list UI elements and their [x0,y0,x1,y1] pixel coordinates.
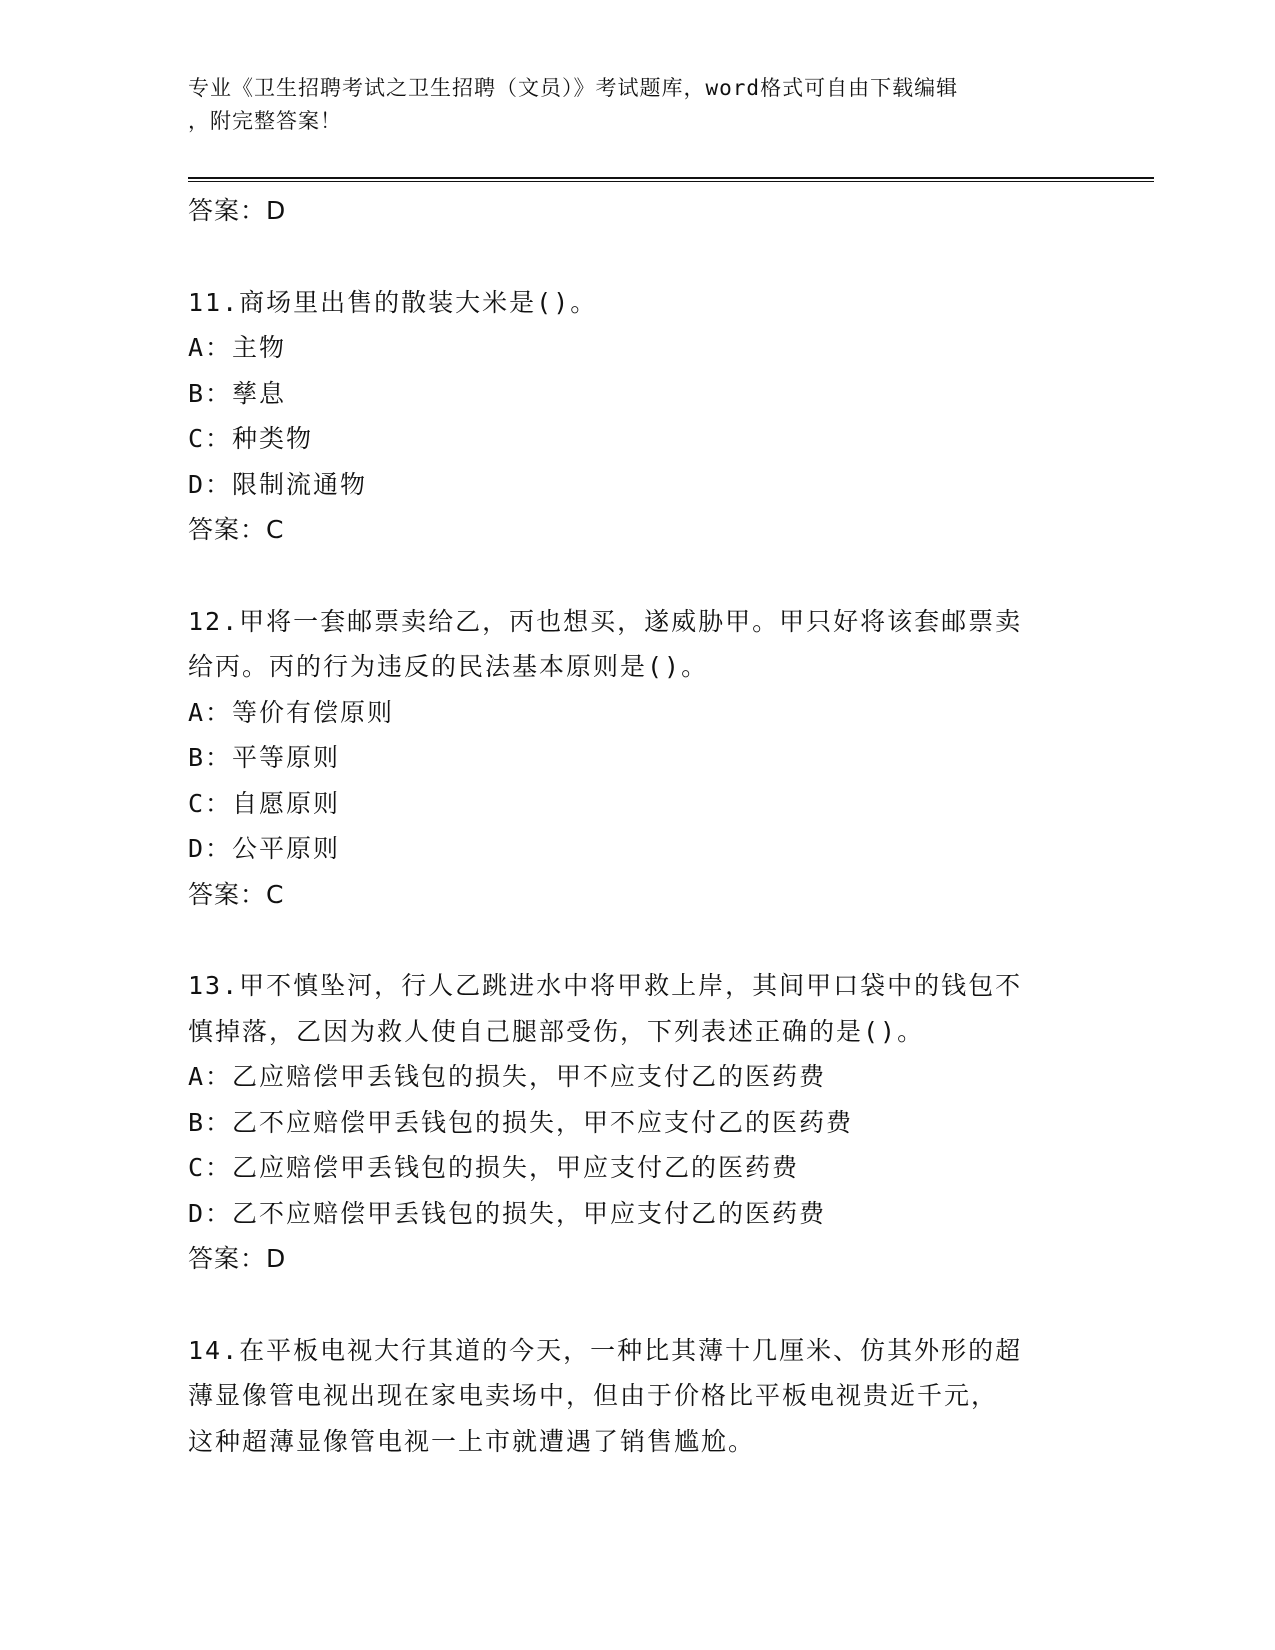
header-rule-thin [188,181,1154,182]
option-a: A：等价有偿原则 [188,697,395,727]
option-b: B：孳息 [188,378,287,408]
document-header [188,72,1068,138]
answer-line: 答案：D [188,1244,287,1273]
option-c: C：种类物 [188,424,314,453]
question-11 [188,280,1088,553]
option-c: C：乙应赔偿甲丢钱包的损失，甲应支付乙的医药费 [188,1153,800,1182]
option-b: B：乙不应赔偿甲丢钱包的损失，甲不应支付乙的医药费 [188,1107,854,1137]
question-stem-line: 11.商场里出售的散装大米是()。 [188,287,598,317]
header-line-1: 专业《卫生招聘考试之卫生招聘（文员）》考试题库，word格式可自由下载编辑 [188,76,959,100]
spacer [188,1282,1088,1328]
question-stem-line: 薄显像管电视出现在家电卖场中，但由于价格比平板电视贵近千元， [188,1381,999,1410]
option-a: A：乙应赔偿甲丢钱包的损失，甲不应支付乙的医药费 [188,1062,827,1091]
option-c: C：自愿原则 [188,788,341,818]
header-line-2: ，附完整答案！ [188,109,342,133]
answer-line: 答案：D [188,196,287,225]
question-stem-line: 给丙。丙的行为违反的民法基本原则是()。 [188,652,709,681]
spacer [188,234,1088,280]
question-stem-line: 14.在平板电视大行其道的今天，一种比其薄十几厘米、仿其外形的超 [188,1335,1023,1365]
question-12 [188,599,1088,918]
option-a: A：主物 [188,333,287,362]
question-14 [188,1328,1088,1465]
option-d: D：乙不应赔偿甲丢钱包的损失，甲应支付乙的医药费 [188,1198,827,1228]
spacer [188,917,1088,963]
answer-line: 答案：C [188,515,285,544]
answer-line: 答案：C [188,879,285,909]
option-d: D：公平原则 [188,834,341,863]
question-stem-line: 慎掉落，乙因为救人使自己腿部受伤，下列表述正确的是()。 [188,1016,925,1046]
question-stem-line: 这种超薄显像管电视一上市就遭遇了销售尴尬。 [188,1426,756,1456]
question-13 [188,963,1088,1282]
spacer [188,553,1088,599]
option-b: B：平等原则 [188,743,341,772]
question-stem-line: 13.甲不慎坠河，行人乙跳进水中将甲救上岸，其间甲口袋中的钱包不 [188,971,1023,1000]
question-list [188,188,1088,1464]
option-d: D：限制流通物 [188,469,368,499]
question-stem-line: 12.甲将一套邮票卖给乙，丙也想买，遂威胁甲。甲只好将该套邮票卖 [188,606,1023,636]
header-rule-thick [188,177,1154,179]
